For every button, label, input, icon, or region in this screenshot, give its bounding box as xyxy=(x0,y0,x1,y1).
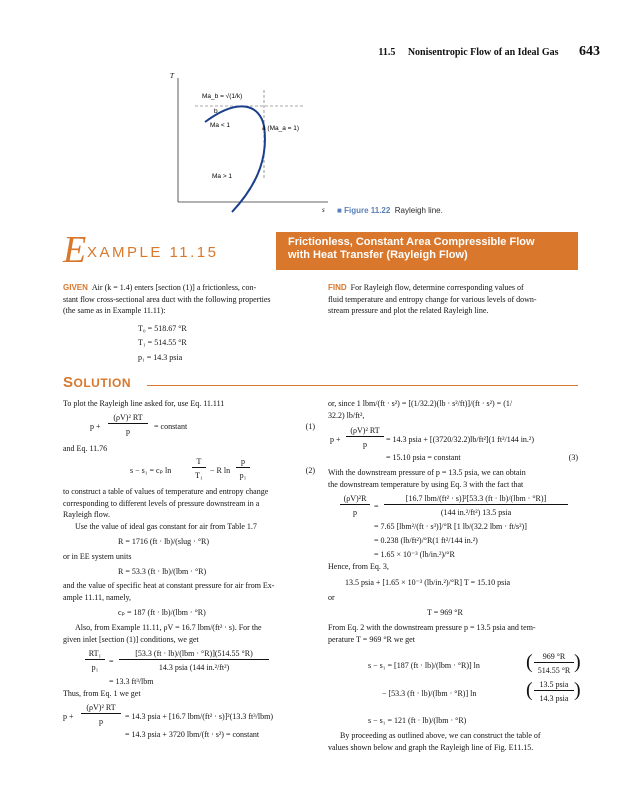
section-number: 11.5 xyxy=(378,47,396,58)
point-b-label: b xyxy=(214,108,218,115)
find-block xyxy=(328,282,578,317)
eq1-numerator: (ρV)² RT xyxy=(113,413,143,422)
eq4-rhs-1: = 14.3 psia + [16.7 lbm/(ft² · s)]²(13.3 ft³/lbm) xyxy=(125,712,273,721)
eq6-lhs-num: (ρV)²R xyxy=(343,494,367,503)
eq2-f1-den: T₁ xyxy=(195,471,203,480)
rayleigh-line-figure xyxy=(160,70,460,220)
example-banner xyxy=(63,229,578,271)
eq5-lhs: p + xyxy=(330,435,341,444)
equation-2 xyxy=(130,456,315,486)
find-line-2: fluid temperature and entropy change for various levels of down- xyxy=(328,294,537,304)
eq9-frac1-num: 969 °R xyxy=(542,652,566,661)
eq3-lhs-bar xyxy=(85,659,105,660)
eq9-part-2: − [53.3 (ft · lb)/(lbm · °R)] ln xyxy=(382,689,477,698)
solution-rule xyxy=(147,385,578,386)
equation-9: s − s₁ = [187 (ft · lb)/(lbm · °R)] ln ( 969 °R 514.55 °R ) − [53.3 (ft · lb)/(lbm · °R)] ln ( 13.5 psia 14.3 psia ) xyxy=(368,651,581,703)
eq5-rhs-2: = 15.10 psia = constant xyxy=(386,453,461,462)
left-p3-line-3: Rayleigh flow. xyxy=(63,510,111,519)
right-p7-line-1: By proceeding as outlined above, we can construct the table of xyxy=(340,731,541,740)
running-header xyxy=(0,44,600,60)
left-p1: To plot the Rayleigh line asked for, use Eq. 11.111 xyxy=(63,399,225,408)
equation-4 xyxy=(63,702,323,752)
eq2-number: (2) xyxy=(305,466,315,475)
eq-r-lbm: R = 53.3 (ft · lb)/(lbm · °R) xyxy=(118,567,207,576)
eq2-f1-bar xyxy=(192,467,206,468)
eq-r-slug: R = 1716 (ft · lb)/(slug · °R) xyxy=(118,537,210,546)
eq9-part-1: s − s₁ = [187 (ft · lb)/(lbm · °R)] ln xyxy=(368,661,480,670)
equation-10: s − s₁ = 121 (ft · lb)/(lbm · °R) xyxy=(368,716,467,725)
equation-6: (ρV)²R p = [16.7 lbm/(ft² · s)]²[53.3 (ft · lb)/(lbm · °R)] (144 in.²/ft²) 13.5 psia = 7.65 [lbm²/(ft · s³)]/°R [1 lb/(32.2 lbm · ft/s²)] = 0.238 (lb/ft²)/°R(1 ft²/144 in.²) = 1.65 × 10⁻³ (lb/in.²)/°R xyxy=(340,493,580,559)
given-t0: T₀ = 518.67 °R xyxy=(138,323,187,333)
given-line-1: Air (k = 1.4) enters [section (1)] a frictionless, con- xyxy=(91,283,257,292)
right-p6 xyxy=(328,622,580,645)
section-title: Nonisentropic Flow of an Ideal Gas xyxy=(407,47,559,58)
eq2-f2-num: p xyxy=(241,457,245,466)
right-p1-line-2: 32.2) lb/ft², xyxy=(328,410,365,420)
left-p3-line-1: to construct a table of values of temperature and entropy change xyxy=(63,487,269,496)
example-number: XAMPLE 11.15 xyxy=(87,244,219,261)
eq1-number: (1) xyxy=(305,422,315,431)
find-label: FIND xyxy=(328,283,347,292)
eq2-lhs: s − s₁ = cₚ ln xyxy=(130,466,172,475)
eq9-frac1-den: 514.55 °R xyxy=(537,666,571,675)
eq1-denominator: p xyxy=(126,427,130,436)
eq4-rhs-2: = 14.3 psia + 3720 lbm/(ft · s²) = constant xyxy=(125,730,260,739)
right-p1-line-1: or, since 1 lbm/(ft · s²) = [(1/32.2)(lb · s²/ft)]/(ft · s²) = (1/ xyxy=(328,399,513,408)
eq2-f2-bar xyxy=(236,467,250,468)
right-p7-line-2: values shown below and graph the Rayleigh line of Fig. E11.15. xyxy=(328,742,534,752)
eq9-frac2-bar xyxy=(534,690,574,691)
caption-square-icon: ■ xyxy=(337,206,342,215)
equation-3 xyxy=(330,425,578,471)
given-label: GIVEN xyxy=(63,283,88,292)
right-p1 xyxy=(328,398,580,421)
given-line-3: (the same as in Example 11.11): xyxy=(63,306,166,315)
right-p4: Hence, from Eq. 3, xyxy=(328,562,389,571)
find-line-3: stream pressure and plot the related Rayleigh line. xyxy=(328,306,489,315)
subsonic-label: Ma < 1 xyxy=(210,122,231,129)
left-p7 xyxy=(63,622,315,645)
left-p3-line-2: corresponding to different levels of pressure downstream in a xyxy=(63,498,260,508)
eq6-frac-bar xyxy=(384,504,568,505)
eq6-result-2: = 0.238 (lb/ft²)/°R(1 ft²/144 in.²) xyxy=(374,536,478,545)
supersonic-label: Ma > 1 xyxy=(212,173,233,180)
caption-label: Figure 11.22 xyxy=(344,206,391,215)
eq-cp: cₚ = 187 (ft · lb)/(lbm · °R) xyxy=(118,608,206,617)
eq5-numerator: (ρV)² RT xyxy=(350,426,380,435)
left-p7-line-1: Also, from Example 11.11, ρV = 16.7 lbm/(ft² · s). For the xyxy=(75,623,262,632)
left-p2: and Eq. 11.76 xyxy=(63,444,108,453)
eq3-lhs-num: RT₁ xyxy=(88,649,102,658)
equation-8: T = 969 °R xyxy=(427,608,463,617)
right-p3 xyxy=(328,467,580,490)
equation-rt1: RT₁ p₁ = [53.3 (ft · lb)/(lbm · °R)](514.55 °R) 14.3 psia (144 in.²/ft²) = 13.3 ft³/lbm xyxy=(85,648,315,688)
given-line-2: stant flow cross-sectional area duct with the following properties xyxy=(63,294,271,304)
equation-1 xyxy=(90,412,315,442)
eq4-bar xyxy=(81,713,121,714)
eq5-bar xyxy=(346,436,384,437)
right-p6-line-1: From Eq. 2 with the downstream pressure p = 13.5 psia and tem- xyxy=(328,623,536,632)
eq5-rhs-1: = 14.3 psia + [(3720/32.2)lb/ft²](1 ft²/144 in.²) xyxy=(386,435,534,444)
eq1-rhs: = constant xyxy=(154,422,188,431)
left-p8: Thus, from Eq. 1 we get xyxy=(63,689,141,698)
eq9-frac1-bar xyxy=(534,662,574,663)
eq6-lhs-den: p xyxy=(353,508,357,517)
find-line-1: For Rayleigh flow, determine corresponding values of xyxy=(350,283,524,292)
left-p4: Use the value of ideal gas constant for air from Table 1.7 xyxy=(75,521,257,531)
solution-heading xyxy=(63,374,131,391)
example-title-line-1: Frictionless, Constant Area Compressible Flow xyxy=(288,236,535,248)
right-p5: or xyxy=(328,593,335,602)
eq3-frac-bar xyxy=(119,659,269,660)
eq2-f2-den: p₁ xyxy=(239,471,247,480)
eq1-fraction-bar xyxy=(108,423,148,424)
eq9-frac2-den: 14.3 psia xyxy=(539,694,569,703)
t-axis-label: T xyxy=(170,72,174,80)
eq4-lhs: p + xyxy=(63,712,74,721)
eq5-denominator: p xyxy=(363,440,367,449)
right-p3-line-1: With the downstream pressure of p = 13.5 psia, we can obtain xyxy=(328,468,526,477)
eq9-frac2-num: 13.5 psia xyxy=(539,680,569,689)
example-initial: E xyxy=(63,229,87,271)
eq1-lhs: p + xyxy=(90,422,101,431)
example-title-line-2: with Heat Transfer (Rayleigh Flow) xyxy=(288,249,468,261)
given-block xyxy=(63,282,315,363)
equation-7: 13.5 psia + [1.65 × 10⁻³ (lb/in.²)/°R] T = 15.10 psia xyxy=(345,578,511,587)
eq6-result-3: = 1.65 × 10⁻³ (lb/in.²)/°R xyxy=(374,550,455,559)
example-title xyxy=(276,232,578,270)
eq6-lhs-bar xyxy=(340,504,370,505)
given-p1: p₁ = 14.3 psia xyxy=(138,352,183,362)
s-axis-label: s xyxy=(322,206,325,214)
page-number: 643 xyxy=(579,44,600,59)
eq5-number: (3) xyxy=(568,453,578,462)
eq6-result-1: = 7.65 [lbm²/(ft · s³)]/°R [1 lb/(32.2 lbm · ft/s²)] xyxy=(374,522,527,531)
caption-text: Rayleigh line. xyxy=(394,206,443,215)
figure-caption xyxy=(337,206,443,215)
eq4-numerator: (ρV)² RT xyxy=(86,703,116,712)
eq6-frac-den: (144 in.²/ft²) 13.5 psia xyxy=(440,508,512,517)
ma-b-label: Ma_b = √(1/k) xyxy=(202,93,243,100)
eq3-lhs-den: p₁ xyxy=(91,663,99,672)
given-t1: T₁ = 514.55 °R xyxy=(138,338,187,347)
solution-rest: OLUTION xyxy=(73,376,132,390)
left-p6-line-1: and the value of specific heat at constant pressure for air from Ex- xyxy=(63,581,275,590)
eq3-frac-den: 14.3 psia (144 in.²/ft²) xyxy=(158,663,230,672)
point-a-label: a (Ma_a = 1) xyxy=(262,125,300,132)
left-p6-line-2: ample 11.11, namely, xyxy=(63,592,131,602)
eq3-frac-num: [53.3 (ft · lb)/(lbm · °R)](514.55 °R) xyxy=(135,649,253,658)
right-p3-line-2: the downstream temperature by using Eq. 3 with the fact that xyxy=(328,479,524,489)
left-p3 xyxy=(63,486,315,532)
left-p7-line-2: given inlet [section (1)] conditions, we get xyxy=(63,634,199,644)
eq2-f1-num: T xyxy=(196,457,202,466)
eq2-middle: − R ln xyxy=(210,466,231,475)
eq4-denominator: p xyxy=(99,717,103,726)
left-p5: or in EE system units xyxy=(63,552,132,561)
left-p6 xyxy=(63,580,315,603)
right-p6-line-2: perature T = 969 °R we get xyxy=(328,634,415,644)
eq6-frac-num: [16.7 lbm/(ft² · s)]²[53.3 (ft · lb)/(lbm · °R)] xyxy=(405,494,547,503)
right-p7 xyxy=(328,730,580,753)
eq3-result: = 13.3 ft³/lbm xyxy=(109,677,154,686)
solution-initial: S xyxy=(63,374,74,391)
